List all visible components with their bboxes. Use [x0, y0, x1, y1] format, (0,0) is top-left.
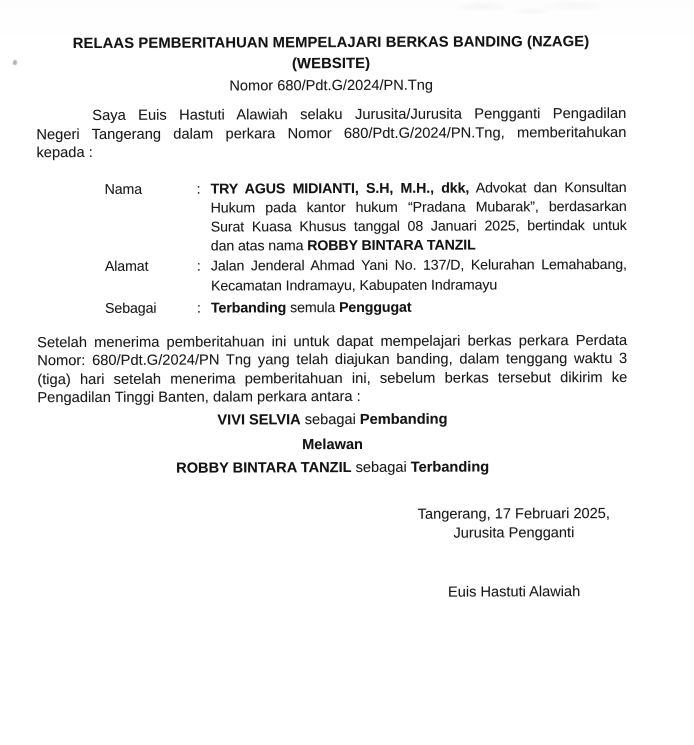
recipient-name-row — [105, 178, 627, 257]
versus-line: Melawan — [302, 436, 363, 454]
party-appellant-line — [37, 410, 627, 431]
advocate-names: TRY AGUS MIDIANTI, S.H, M.H., dkk, — [210, 180, 470, 198]
role-value-line — [211, 298, 627, 319]
address-value-line2: Kecamatan Indramayu, Kabupaten Indramayu — [210, 276, 498, 295]
appellee-separator: sebagai — [351, 459, 411, 476]
name-value-line4 — [211, 236, 627, 257]
recipient-role-row — [105, 298, 627, 319]
case-number: Nomor 680/Pdt.G/2024/PN.Tng — [229, 77, 433, 95]
document-title-line2: (WEBSITE) — [291, 55, 371, 73]
name-value-line4-pre: dan atas nama — [210, 238, 308, 255]
address-row-colon: : — [196, 258, 201, 275]
closing-paragraph-line3: (tiga) hari setelah menerima pemberitahuan ini, sebelum berkas tersebut dikirim ke — [37, 369, 628, 389]
appellee-role: Terbanding — [410, 459, 490, 476]
signature-name: Euis Hastuti Alawiah — [447, 584, 581, 601]
address-value-line1: Jalan Jenderal Ahmad Yani No. 137/D, Kelurahan Lemahabang, — [210, 257, 627, 275]
closing-paragraph-line2: Nomor: 680/Pdt.G/2024/PN Tng yang telah diajukan banding, dalam tenggang waktu 3 — [37, 351, 628, 370]
role-row-label: Sebagai — [104, 300, 157, 317]
appellant-name: VIVI SELVIA — [217, 412, 301, 429]
signature-block — [408, 505, 620, 603]
appellant-role: Pembanding — [359, 411, 448, 428]
signature-role: Jurusita Pengganti — [453, 525, 575, 542]
name-value-line2: Hukum pada kantor hukum “Pradana Mubarak”, berdasarkan — [210, 198, 627, 217]
opening-paragraph-line1: Saya Euis Hastuti Alawiah selaku Jurusita/Jurusita Pengganti Pengadilan — [92, 105, 627, 124]
signature-place-date: Tangerang, 17 Februari 2025, — [417, 505, 610, 523]
name-value-line1-rest: Advokat dan Konsultan — [469, 179, 627, 197]
recipient-role-value — [211, 298, 627, 319]
name-value-line3: Surat Kuasa Khusus tanggal 08 Januari 2025, bertindak untuk — [210, 217, 627, 236]
document-title-line1: RELAAS PEMBERITAHUAN MEMPELAJARI BERKAS BANDING (NZAGE) — [72, 34, 590, 53]
role-separator: semula — [286, 299, 340, 316]
recipient-address-value — [211, 256, 627, 296]
appellee-name: ROBBY BINTARA TANZIL — [176, 459, 352, 477]
principal-name: ROBBY BINTARA TANZIL — [307, 237, 476, 255]
address-row-label: Alamat — [104, 259, 149, 276]
party-appellee-line — [38, 458, 628, 479]
opening-paragraph — [36, 105, 626, 163]
recipient-name-value — [211, 178, 627, 256]
closing-paragraph-line4: Pengadilan Tinggi Banten, dalam perkara antara : — [37, 389, 361, 407]
appellant-separator: sebagai — [300, 411, 360, 429]
opening-paragraph-line2: Negeri Tangerang dalam perkara Nomor 680/Pdt.G/2024/PN.Tng, memberitahukan — [36, 124, 627, 143]
name-row-label: Nama — [104, 181, 143, 198]
name-row-colon: : — [196, 181, 201, 198]
recipient-address-row — [105, 256, 627, 296]
document-header — [36, 32, 626, 97]
role-row-colon: : — [196, 300, 201, 317]
role-current: Terbanding — [210, 299, 287, 317]
closing-paragraph-line1: Setelah menerima pemberitahuan ini untuk dapat mempelajari berkas perkara Perdata — [37, 332, 628, 352]
closing-paragraph — [37, 332, 627, 408]
name-value-line1 — [211, 178, 627, 199]
role-original: Penggugat — [339, 299, 412, 316]
opening-paragraph-line3: kepada : — [36, 144, 93, 162]
